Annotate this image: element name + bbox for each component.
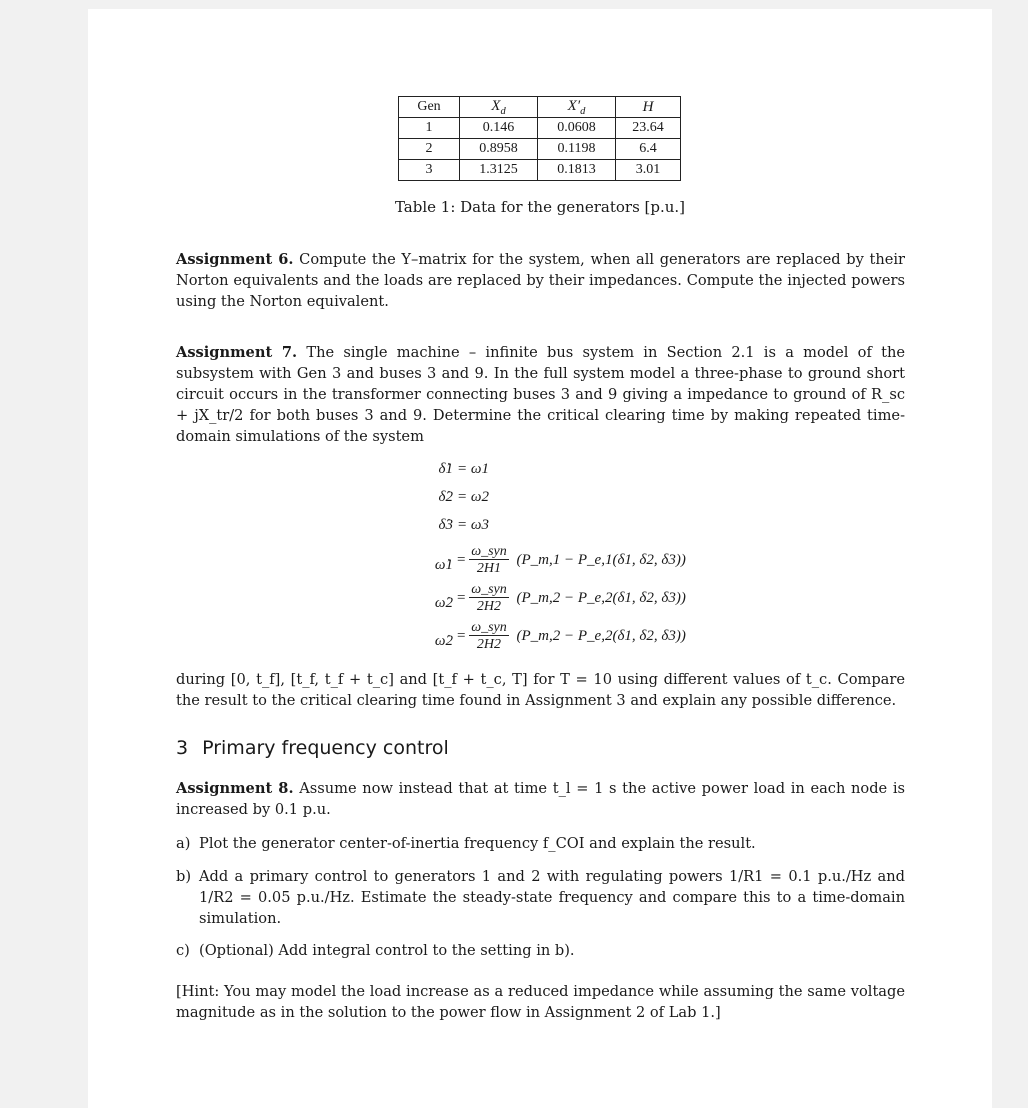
- eq-6-rhs: = $\frac{\text{ω\_syn}}{2H2}$ (P_m,2 − P_e,2(δ1, δ2, δ3)): [457, 620, 686, 652]
- list-item-label: b): [176, 868, 192, 885]
- assignment-8-text: Assume now instead that at time t_l = 1 s the active power load in each node is increased by 0.1 p.u.: [176, 780, 905, 818]
- list-item-text: Add a primary control to generators 1 and 2 with regulating powers 1/R1 = 0.1 p.u./Hz and 1/R2 = 0.05 p.u./Hz. Estimate the steady-state frequency and compare this to a time-domain simulation.: [199, 868, 905, 927]
- table-cell: 3.01: [616, 160, 681, 181]
- list-item: [176, 866, 905, 929]
- section-number: 3: [176, 737, 189, 759]
- assignment-7: [176, 342, 905, 447]
- eq-2-lhs: δ̇2: [438, 489, 453, 505]
- table-cell: 0.1198: [538, 139, 616, 160]
- eq-5-fraction: $\frac{\text{ω\_syn}}{2H2}$: [471, 582, 507, 614]
- table-cell: 6.4: [616, 139, 681, 160]
- table-cell: 2: [399, 139, 460, 160]
- assignment-6: [176, 249, 905, 312]
- list-item-label: c): [176, 942, 190, 959]
- assignment-7-after: during [0, t_f], [t_f, t_f + t_c] and [t_f + t_c, T] for T = 10 using different values of t_c. Compare the result to the critical clearing time found in Assignment 3 and explain any possible difference.: [176, 671, 905, 709]
- assignment-6-text: Compute the Y–matrix for the system, when all generators are replaced by their Norton equivalents and the loads are replaced by their impedances. Compute the injected powers using the Norton equivalent.: [176, 251, 906, 310]
- equation-block: [88, 461, 992, 661]
- table-cell: 0.0608: [538, 118, 616, 139]
- eq-6-lhs: ω̇2: [434, 633, 453, 649]
- eq-1-rhs: = ω1: [457, 461, 489, 477]
- table-header-xd: $X_d$: [460, 97, 538, 118]
- eq-4-rhs: = $\frac{\text{ω\_syn}}{2H1}$ (P_m,1 − P_e,1(δ1, δ2, δ3)): [457, 544, 686, 576]
- assignment-8-label: Assignment 8.: [176, 780, 294, 797]
- table-header-gen: Gen: [399, 97, 460, 118]
- table-cell: 23.64: [616, 118, 681, 139]
- list-item-label: a): [176, 835, 191, 852]
- eq-3-rhs: = ω3: [457, 517, 489, 533]
- table-row: [399, 160, 681, 181]
- table-row: [399, 118, 681, 139]
- eq-2-rhs: = ω2: [457, 489, 489, 505]
- list-item-text: (Optional) Add integral control to the setting in b).: [199, 942, 575, 959]
- table-row: [399, 139, 681, 160]
- eq-5-lhs: ω̇2: [434, 595, 453, 611]
- eq-5-rhs: = $\frac{\text{ω\_syn}}{2H2}$ (P_m,2 − P_e,2(δ1, δ2, δ3)): [457, 582, 686, 614]
- table-cell: 1.3125: [460, 160, 538, 181]
- generator-data-table: [398, 96, 681, 181]
- assignment-7-text: The single machine – infinite bus system in Section 2.1 is a model of the subsystem with Gen 3 and buses 3 and 9. In the full system model a three-phase to ground short circuit occurs in the transformer connecting buses 3 and 9 giving a impedance to ground of R_sc + jX_tr/2 for both buses 3 and 9. Determine the critical clearing time by making repeated time-domain simulations of the system: [176, 344, 905, 445]
- assignment-6-label: Assignment 6.: [176, 251, 294, 268]
- list-item: [176, 940, 905, 961]
- eq-3-lhs: δ̇3: [438, 517, 453, 533]
- assignment-7-label: Assignment 7.: [176, 344, 298, 361]
- table-cell: 0.1813: [538, 160, 616, 181]
- document-page: [88, 9, 992, 1108]
- eq-4-lhs: ω̇1: [434, 557, 453, 573]
- table-cell: 1: [399, 118, 460, 139]
- hint-paragraph: [Hint: You may model the load increase as a reduced impedance while assuming the same voltage magnitude as in the solution to the power flow in Assignment 2 of Lab 1.]: [176, 983, 905, 1021]
- table-header-row: [399, 97, 681, 118]
- table-cell: 3: [399, 160, 460, 181]
- eq-1-lhs: δ̇1: [438, 461, 453, 477]
- assignment-8: [176, 778, 905, 820]
- list-item-text: Plot the generator center-of-inertia frequency f_COI and explain the result.: [199, 835, 756, 852]
- table-header-h: H: [616, 97, 681, 118]
- table-header-xd-prime: $X'_d$: [538, 97, 616, 118]
- table-caption: Table 1: Data for the generators [p.u.]: [394, 198, 686, 216]
- section-title: Primary frequency control: [202, 737, 449, 759]
- eq-4-fraction: $\frac{\text{ω\_syn}}{2H1}$: [471, 544, 507, 576]
- table-cell: 0.8958: [460, 139, 538, 160]
- table-cell: 0.146: [460, 118, 538, 139]
- list-item: [176, 833, 905, 854]
- eq-6-fraction: $\frac{\text{ω\_syn}}{2H2}$: [471, 620, 507, 652]
- section-heading: [176, 737, 449, 759]
